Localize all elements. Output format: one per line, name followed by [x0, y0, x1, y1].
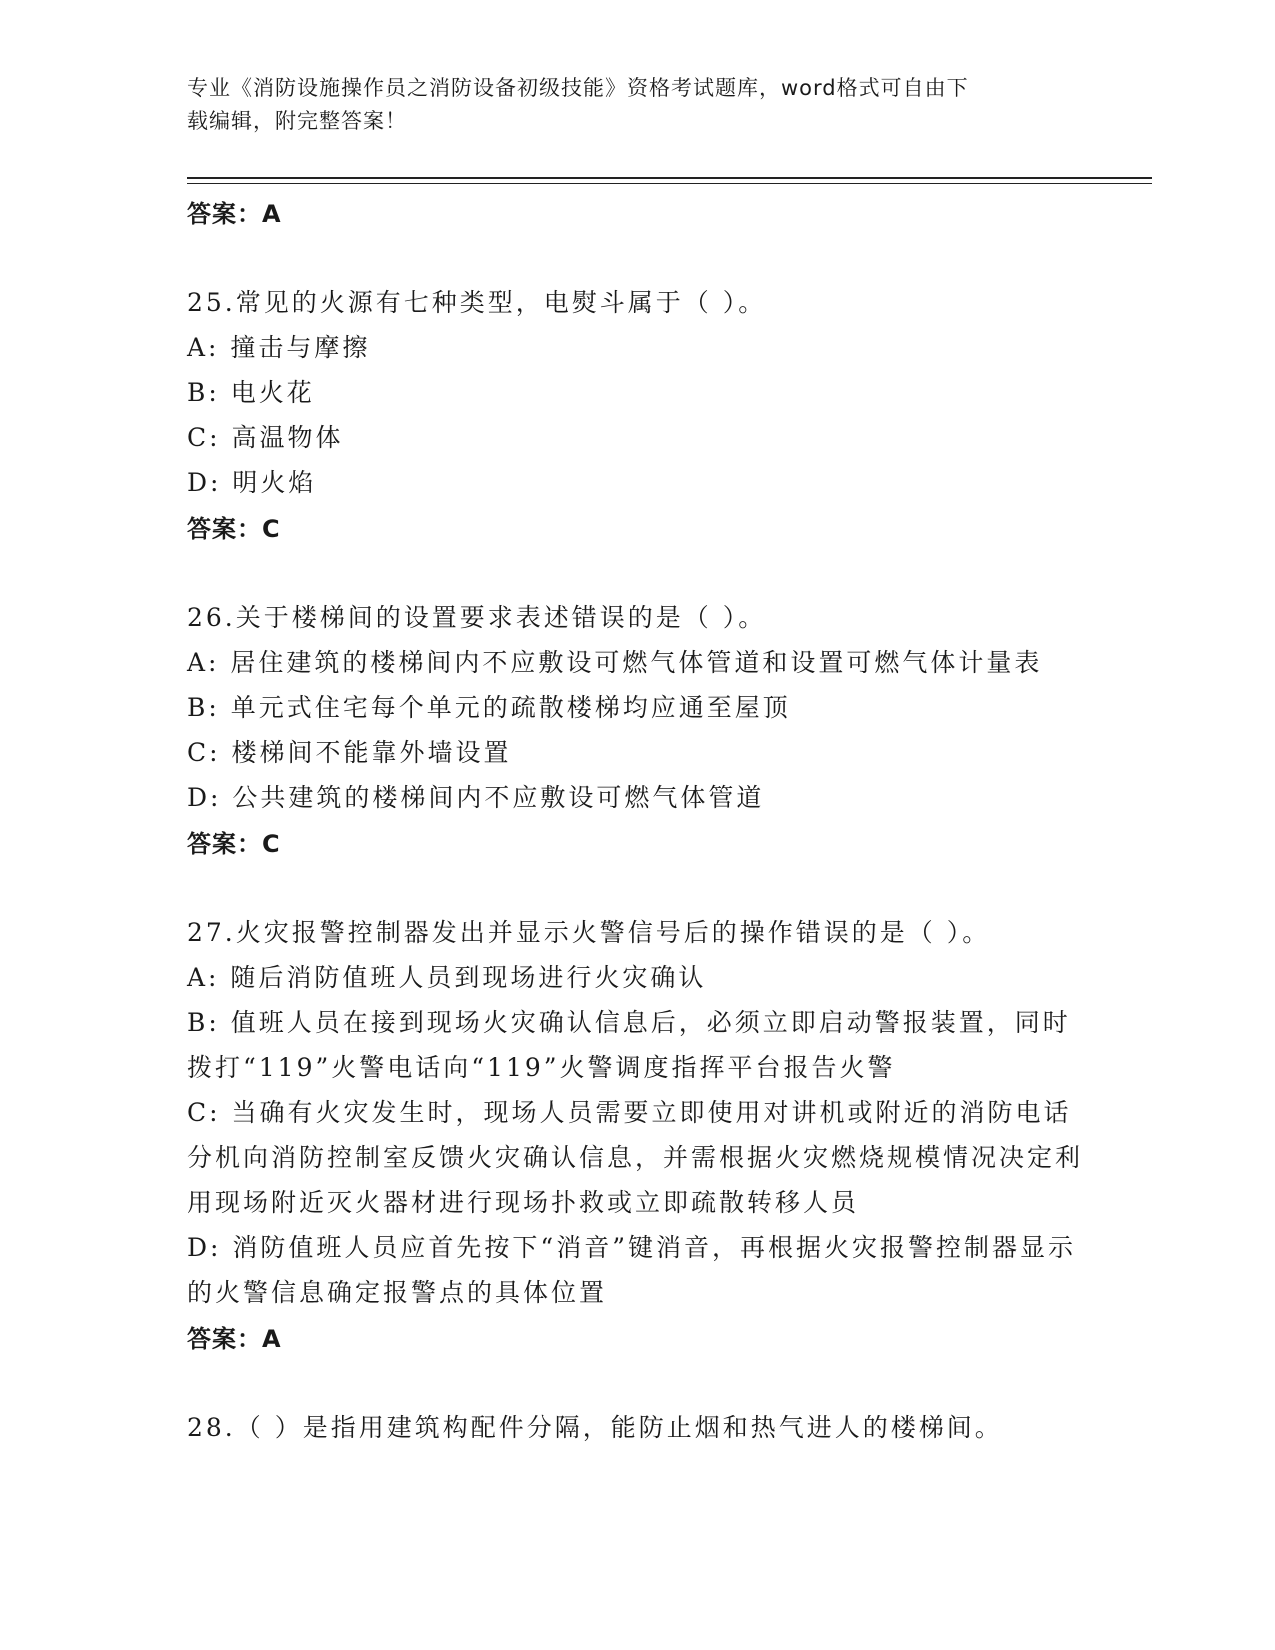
option-c: C: 高温物体 — [187, 423, 344, 452]
previous-answer: 答案：A — [187, 200, 282, 228]
header-rule-thick — [187, 177, 1152, 179]
spacer — [187, 238, 1087, 280]
option-d: D: 消防值班人员应首先按下“消音”键消音，再根据火灾报警控制器显示的火警信息确定报警点的具体位置 — [187, 1233, 1076, 1307]
spacer — [187, 1363, 1087, 1405]
option-c: C: 楼梯间不能靠外墙设置 — [187, 738, 512, 767]
option-a: A: 撞击与摩擦 — [187, 333, 371, 362]
answer: 答案：C — [187, 830, 281, 858]
option-b: B: 电火花 — [187, 378, 315, 407]
question-list — [187, 190, 1087, 1450]
question-27 — [187, 910, 1087, 1363]
header-line-2: 载编辑，附完整答案！ — [187, 109, 407, 133]
option-b: B: 单元式住宅每个单元的疏散楼梯均应通至屋顶 — [187, 693, 791, 722]
header-line-1: 专业《消防设施操作员之消防设备初级技能》资格考试题库，word格式可自由下 — [187, 76, 969, 100]
document-header — [187, 72, 1087, 138]
option-c: C: 当确有火灾发生时，现场人员需要立即使用对讲机或附近的消防电话分机向消防控制室反馈火灾确认信息，并需根据火灾燃烧规模情况决定利用现场附近灭火器材进行现场扑救或立即疏散转移人员 — [187, 1098, 1084, 1217]
option-a: A: 居住建筑的楼梯间内不应敷设可燃气体管道和设置可燃气体计量表 — [187, 648, 1043, 677]
option-a: A: 随后消防值班人员到现场进行火灾确认 — [187, 963, 707, 992]
answer: 答案：A — [187, 1325, 282, 1353]
question-text: 27.火灾报警控制器发出并显示火警信号后的操作错误的是（ ）。 — [187, 918, 991, 947]
question-text: 25.常见的火源有七种类型，电熨斗属于（ ）。 — [187, 288, 767, 317]
question-text: 28.（ ）是指用建筑构配件分隔，能防止烟和热气进人的楼梯间。 — [187, 1413, 1003, 1442]
question-25 — [187, 280, 1087, 553]
spacer — [187, 553, 1087, 595]
question-text: 26.关于楼梯间的设置要求表述错误的是（ ）。 — [187, 603, 767, 632]
option-d: D: 明火焰 — [187, 468, 317, 497]
question-26 — [187, 595, 1087, 868]
answer: 答案：C — [187, 515, 281, 543]
spacer — [187, 868, 1087, 910]
header-rule-thin — [187, 183, 1152, 184]
question-28 — [187, 1405, 1087, 1450]
option-b: B: 值班人员在接到现场火灾确认信息后，必须立即启动警报装置，同时拨打“119”火警电话向“119”火警调度指挥平台报告火警 — [187, 1008, 1071, 1082]
option-d: D: 公共建筑的楼梯间内不应敷设可燃气体管道 — [187, 783, 765, 812]
